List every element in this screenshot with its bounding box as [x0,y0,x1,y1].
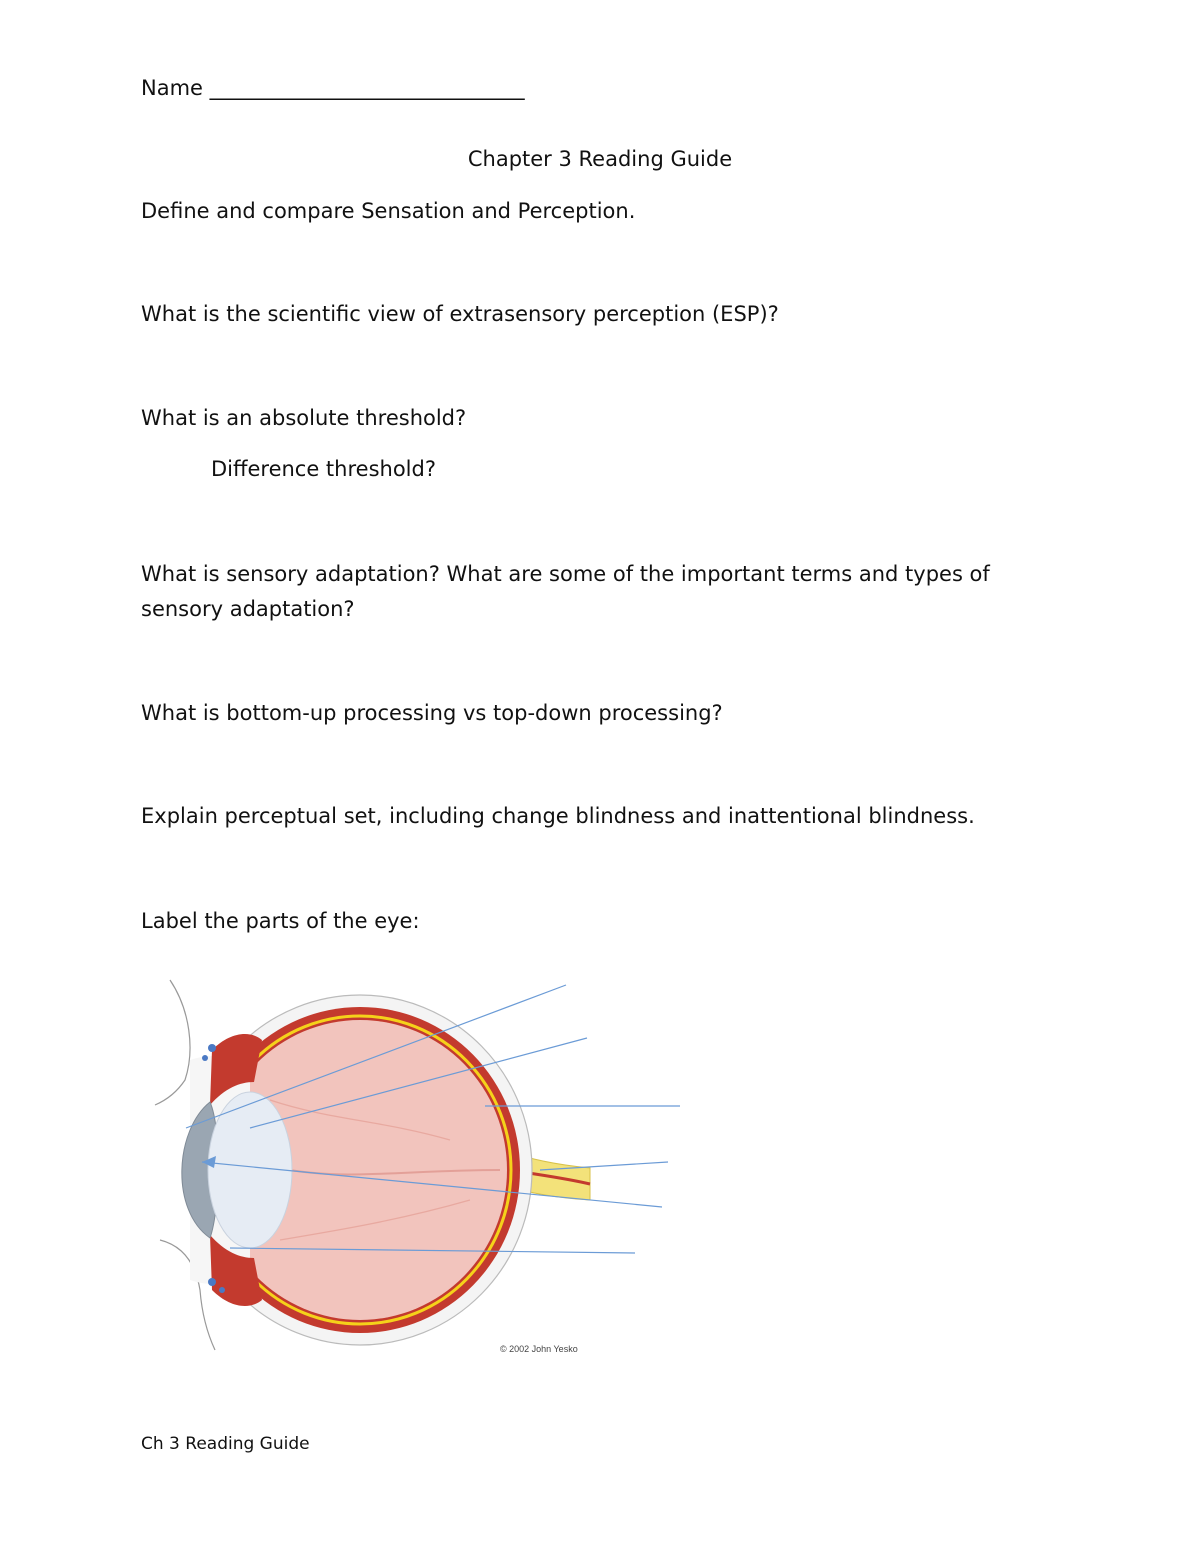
question-5: What is bottom-up processing vs top-down processing? [141,701,723,725]
eye-diagram [150,970,710,1370]
question-6: Explain perceptual set, including change blindness and inattentional blindness. [141,804,975,828]
name-blank[interactable]: ______________________________ [209,76,525,100]
page-footer: Ch 3 Reading Guide [141,1434,310,1454]
vessel-dot [208,1044,216,1052]
question-2: What is the scientific view of extrasensory perception (ESP)? [141,302,779,326]
vessel-dot [208,1278,216,1286]
name-line [141,76,525,101]
question-3b: Difference threshold? [211,457,436,481]
question-4: What is sensory adaptation? What are some of the important terms and types of sensory adaptation? [141,562,990,621]
question-1: Define and compare Sensation and Perception. [141,199,636,223]
eyelid-outline-top [155,980,190,1105]
question-7: Label the parts of the eye: [141,909,420,933]
question-3: What is an absolute threshold? [141,406,467,430]
vessel-dot [219,1287,225,1293]
vessel-dot [202,1055,208,1061]
image-credit: © 2002 John Yesko [500,1344,578,1354]
name-label: Name [141,76,203,100]
page-title: Chapter 3 Reading Guide [467,147,733,171]
